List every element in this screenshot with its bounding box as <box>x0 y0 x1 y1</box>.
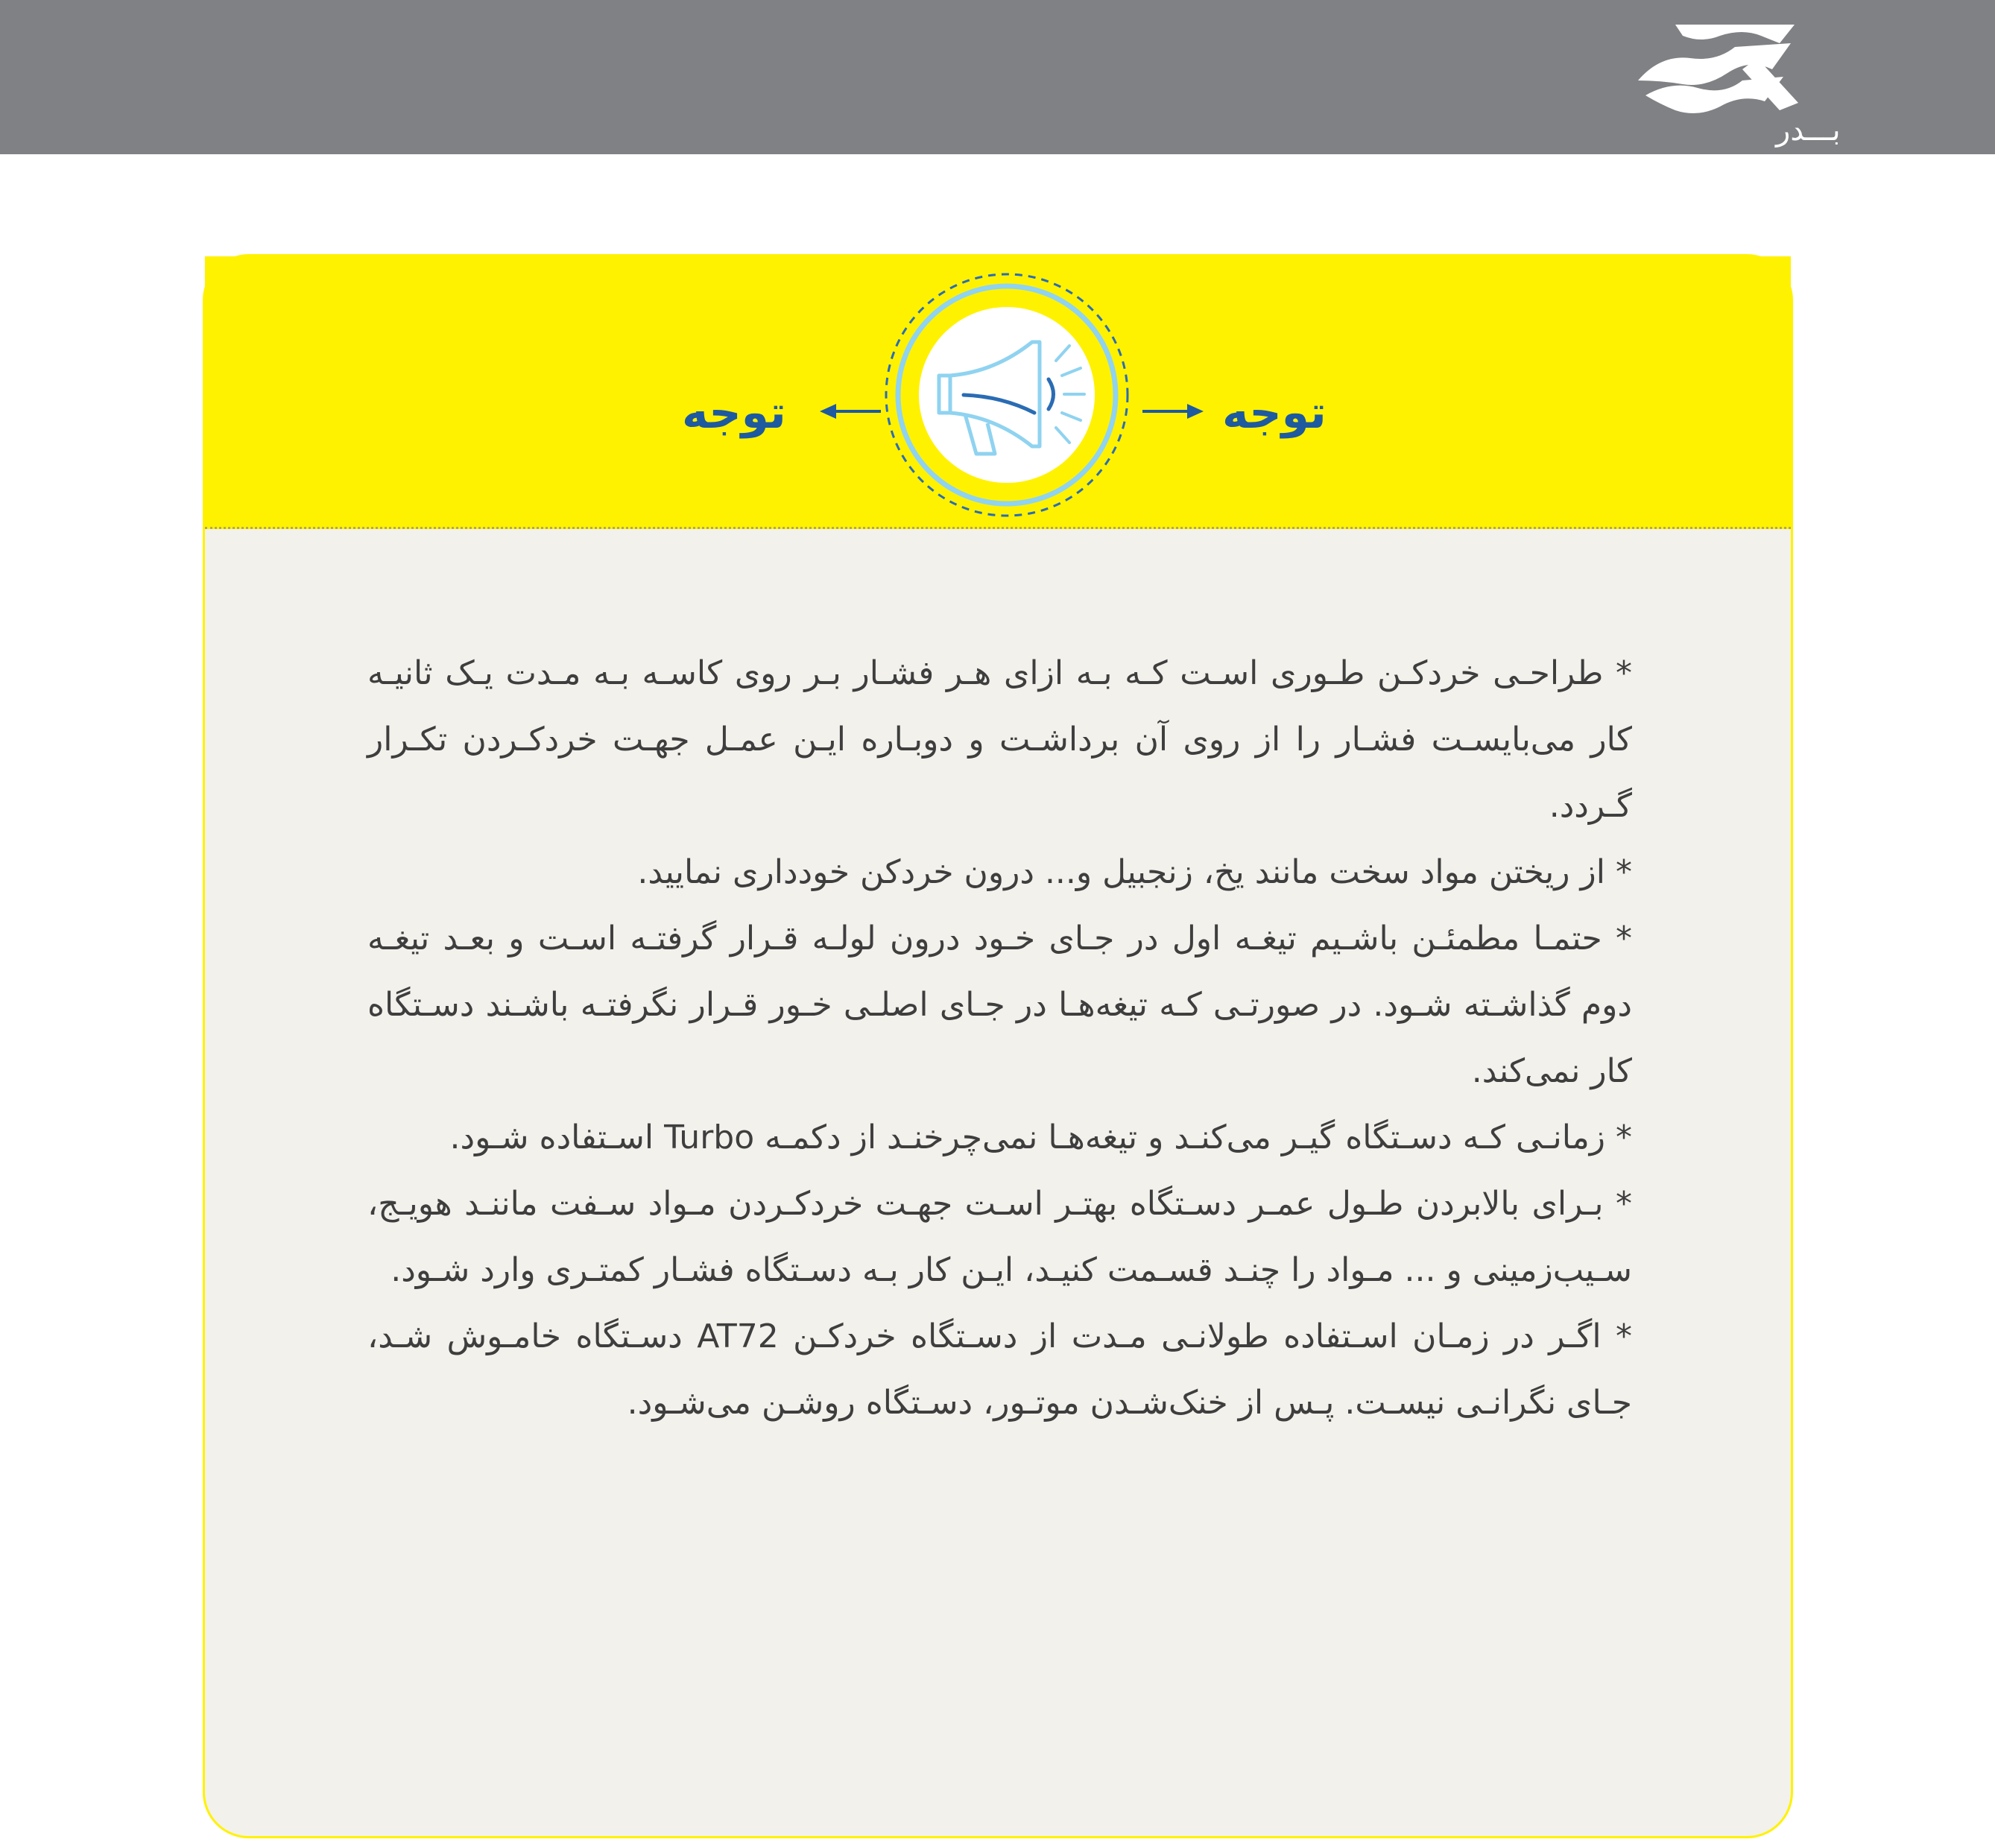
notice-paragraph: * حتمـا مطمئـن باشـیم تیغـه اول در جـای خـود درون لولـه قـرار گرفتـه اسـت و بعـد تیغـه دوم گذاشـته شـود. در صورتـی کـه تیغه‌هـا در جـای اصلـی خـور قـرار نگرفتـه باشـند دسـتگاه کار نمی‌کند. <box>367 920 1632 1090</box>
brand-logo-mark <box>1631 13 1841 148</box>
notice-card <box>203 254 1793 1838</box>
brand-logo <box>1631 13 1841 148</box>
svg-text:بـــدر: بـــدر <box>1776 113 1841 148</box>
notice-label-right: توجه <box>1222 387 1327 439</box>
notice-header <box>205 256 1791 529</box>
notice-paragraph: * از ریختن مواد سخت مانند یخ، زنجبیل و... درون خردکن خودداری نمایید. <box>637 853 1632 891</box>
arrow-left-icon <box>818 400 882 423</box>
top-bar <box>0 0 1995 154</box>
notice-label-left: توجه <box>682 387 786 439</box>
megaphone-icon <box>883 271 1131 519</box>
notice-paragraph: * طراحـی خردکـن طـوری اسـت کـه بـه ازای هـر فشـار بـر روی کاسـه بـه مـدت یـک ثانیـه کار می‌بایسـت فشـار را از روی آن برداشـت و دوبـاره ایـن عمـل جهـت خردکـردن تکـرار گـردد. <box>367 654 1632 825</box>
notice-paragraph: * بـرای بالابردن طـول عمـر دسـتگاه بهتـر اسـت جهـت خردکـردن مـواد سـفت ماننـد هویـج، سـیب‌زمینی و ... مـواد را چنـد قسـمت کنیـد، ایـن کار بـه دسـتگاه فشـار کمتـری وارد شـود. <box>367 1185 1632 1289</box>
arrow-right-icon <box>1141 400 1205 423</box>
notice-body <box>367 640 1632 1436</box>
notice-paragraph: * زمانـی کـه دسـتگاه گیـر می‌کنـد و تیغه‌هـا نمی‌چرخنـد از دکمـه Turbo اسـتفاده شـود. <box>449 1118 1632 1156</box>
notice-paragraph: * اگـر در زمـان اسـتفاده طولانـی مـدت از دسـتگاه خردکـن AT72 دسـتگاه خامـوش شـد، جـای نگرانـی نیسـت. پـس از خنک‌شـدن موتـور، دسـتگاه روشـن می‌شـود. <box>367 1317 1633 1422</box>
